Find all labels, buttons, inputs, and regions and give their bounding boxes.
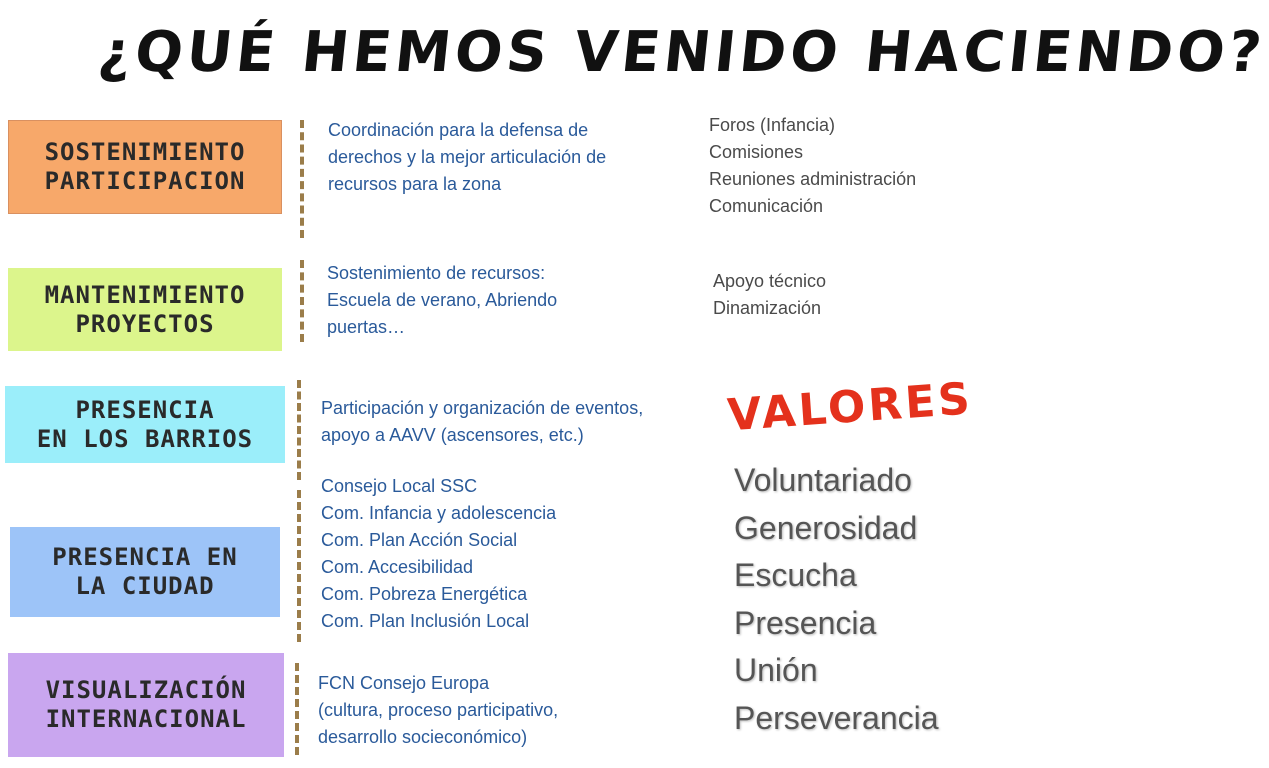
side-list-sostenimiento: Foros (Infancia) Comisiones Reuniones administración Comunicación	[709, 115, 917, 216]
page-title: ¿QUÉ HEMOS VENIDO HACIENDO?	[95, 20, 1269, 85]
divider	[295, 663, 299, 755]
card-sostenimiento-participacion: SOSTENIMIENTO PARTICIPACION	[8, 120, 282, 214]
description-presencia-ciudad: Consejo Local SSC Com. Infancia y adolescencia Com. Plan Acción Social Com. Accesibilidad Com. Pobreza Energética Com. Plan Inclusión Local	[321, 476, 557, 631]
divider	[300, 260, 304, 342]
valores-item: Unión	[734, 652, 818, 688]
description-visualizacion: FCN Consejo Europa (cultura, proceso participativo, desarrollo socieconómico)	[318, 673, 559, 747]
description-mantenimiento: Sostenimiento de recursos: Escuela de verano, Abriendo puertas…	[327, 263, 558, 337]
valores-item: Escucha	[734, 557, 857, 593]
divider	[297, 490, 301, 642]
valores-item: Voluntariado	[734, 462, 912, 498]
valores-item: Presencia	[734, 604, 877, 641]
card-presencia-ciudad: PRESENCIA EN LA CIUDAD	[10, 527, 280, 617]
divider	[300, 120, 304, 238]
valores-item: Generosidad	[734, 509, 918, 546]
description-presencia-barrios: Participación y organización de eventos, apoyo a AAVV (ascensores, etc.)	[321, 398, 644, 445]
card-mantenimiento-proyectos: MANTENIMIENTO PROYECTOS	[8, 268, 282, 351]
card-presencia-barrios: PRESENCIA EN LOS BARRIOS	[5, 386, 285, 463]
card-visualizacion-internacional: VISUALIZACIÓN INTERNACIONAL	[8, 653, 284, 757]
side-list-mantenimiento: Apoyo técnico Dinamización	[713, 271, 827, 318]
valores-heading: VALORES	[725, 373, 975, 442]
valores-list	[734, 457, 939, 742]
valores-item: Perseverancia	[734, 699, 939, 736]
description-sostenimiento: Coordinación para la defensa de derechos y la mejor articulación de recursos para la zona	[328, 120, 607, 194]
divider	[297, 380, 301, 480]
